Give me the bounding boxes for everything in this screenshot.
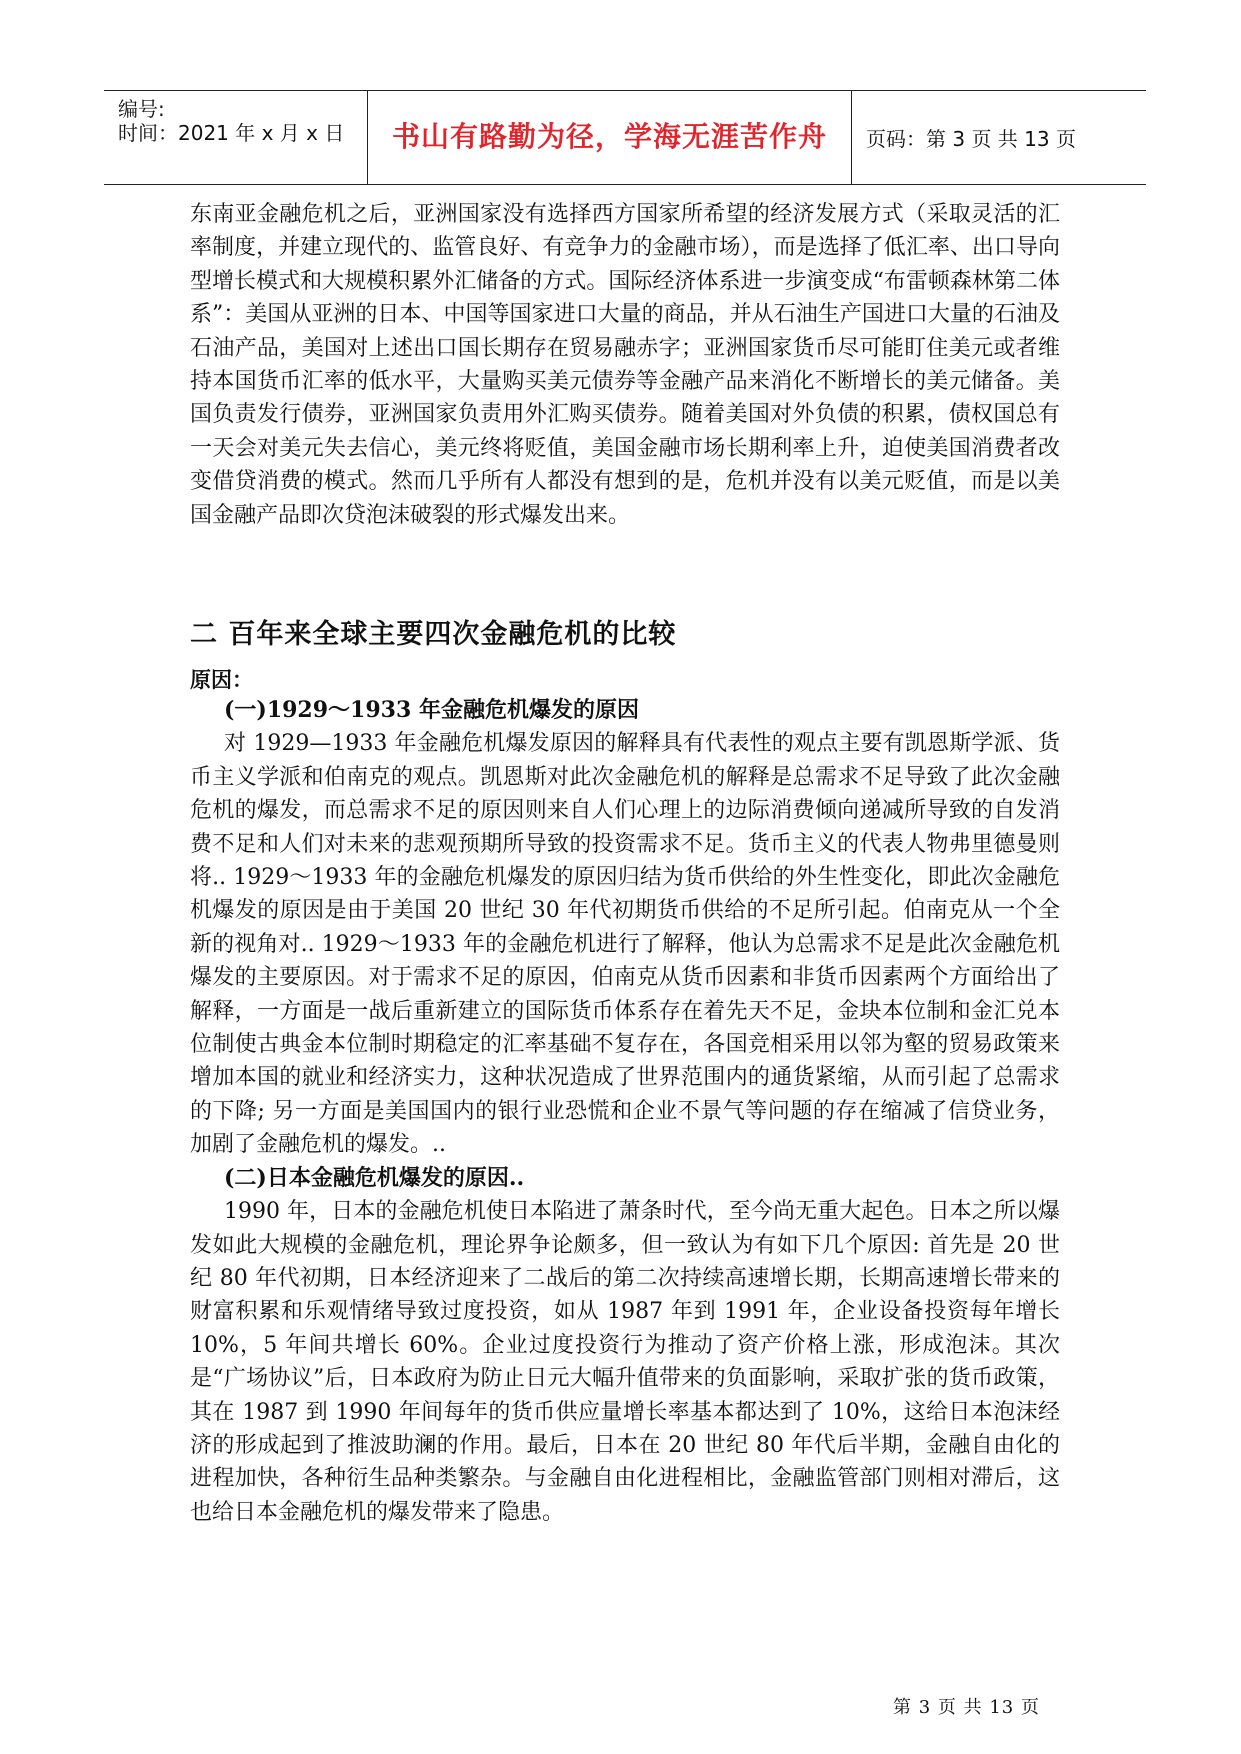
subsection-1-paragraph: 对 1929—1933 年金融危机爆发原因的解释具有代表性的观点主要有凯恩斯学派、货币主义学派和伯南克的观点。凯恩斯对此次金融危机的解释是总需求不足导致了此次金融危机的爆发，而总需求不足的原因则来自人们心理上的边际消费倾向递减所导致的自发消费不足和人们对未来的悲观预期所导致的投资需求不足。货币主义的代表人物弗里德曼则将.. 1929～1933 年的金融危机爆发的原因归结为货币供给的外生性变化，即此次金融危机爆发的原因是由于美国 20 世纪 30 年代初期货币供给的不足所引起。伯南克从一个全新的视角对.. 1929～1933 年的金融危机进行了解释，他认为总需求不足是此次金融危机爆发的主要原因。对于需求不足的原因，伯南克从货币因素和非货币因素两个方面给出了解释，一方面是一战后重新建立的国际货币体系存在着先天不足，金块本位制和金汇兑本位制使古典金本位制时期稳定的汇率基础不复存在，各国竞相采用以邻为壑的贸易政策来增加本国的就业和经济实力，这种状况造成了世界范围内的通货紧缩，从而引起了总需求的下降; 另一方面是美国国内的银行业恐慌和企业不景气等问题的存在缩减了信贷业务，加剧了金融危机的爆发。.. bbox=[190, 731, 1060, 1158]
header-center-cell bbox=[367, 91, 852, 184]
subsection-2-title: (二)日本金融危机爆发的原因.. bbox=[224, 1164, 525, 1191]
page-footer: 第 3 页 共 13 页 bbox=[893, 1697, 1040, 1718]
intro-paragraph: 东南亚金融危机之后，亚洲国家没有选择西方国家所希望的经济发展方式（采取灵活的汇率制度，并建立现代的、监管良好、有竞争力的金融市场），而是选择了低汇率、出口导向型增长模式和大规模积累外汇储备的方式。国际经济体系进一步演变成“布雷顿森林第二体系”：美国从亚洲的日本、中国等国家进口大量的商品，并从石油生产国进口大量的石油及石油产品，美国对上述出口国长期存在贸易融赤字；亚洲国家货币尽可能盯住美元或者维持本国货币汇率的低水平，大量购买美元债券等金融产品来消化不断增长的美元储备。美国负责发行债券，亚洲国家负责用外汇购买债券。随着美国对外负债的积累，债权国总有一天会对美元失去信心，美元终将贬值，美国金融市场长期利率上升，迫使美国消费者改变借贷消费的模式。然而几乎所有人都没有想到的是，危机并没有以美元贬值，而是以美国金融产品即次贷泡沫破裂的形式爆发出来。 bbox=[190, 202, 1060, 528]
header-page-code: 页码：第 3 页 共 13 页 bbox=[866, 127, 1076, 151]
section-title: 二 百年来全球主要四次金融危机的比较 bbox=[190, 619, 677, 650]
subsection-2-paragraph: 1990 年，日本的金融危机使日本陷进了萧条时代，至今尚无重大起色。日本之所以爆发如此大规模的金融危机，理论界争论颇多，但一致认为有如下几个原因: 首先是 20 世纪 80 年代初期，日本经济迎来了二战后的第二次持续高速增长期，长期高速增长带来的财富积累和乐观情绪导致过度投资，如从 1987 年到 1991 年，企业设备投资每年增长 10%，5 年间共增长 60%。企业过度投资行为推动了资产价格上涨，形成泡沫。其次是“广场协议”后，日本政府为防止日元大幅升值带来的负面影响，采取扩张的货币政策，其在 1987 到 1990 年间每年的货币供应量增长率基本都达到了 10%，这给日本泡沫经济的形成起到了推波助澜的作用。最后，日本在 20 世纪 80 年代后半期，金融自由化的进程加快，各种衍生品种类繁杂。与金融自由化进程相比，金融监管部门则相对滞后，这也给日本金融危机的爆发带来了隐患。 bbox=[190, 1199, 1060, 1525]
page-header bbox=[104, 90, 1146, 185]
intro-section bbox=[190, 198, 1060, 532]
header-left-cell bbox=[104, 91, 366, 184]
document-time-label: 时间：2021 年 x 月 x 日 bbox=[118, 121, 345, 145]
reasons-section bbox=[190, 694, 1060, 1529]
header-right-cell bbox=[852, 91, 1146, 184]
document-number-label: 编号: bbox=[118, 97, 165, 121]
header-motto: 书山有路勤为径，学海无涯苦作舟 bbox=[391, 120, 827, 153]
subsection-1-title: (一)1929～1933 年金融危机爆发的原因 bbox=[224, 697, 639, 723]
reasons-label: 原因： bbox=[190, 668, 253, 692]
